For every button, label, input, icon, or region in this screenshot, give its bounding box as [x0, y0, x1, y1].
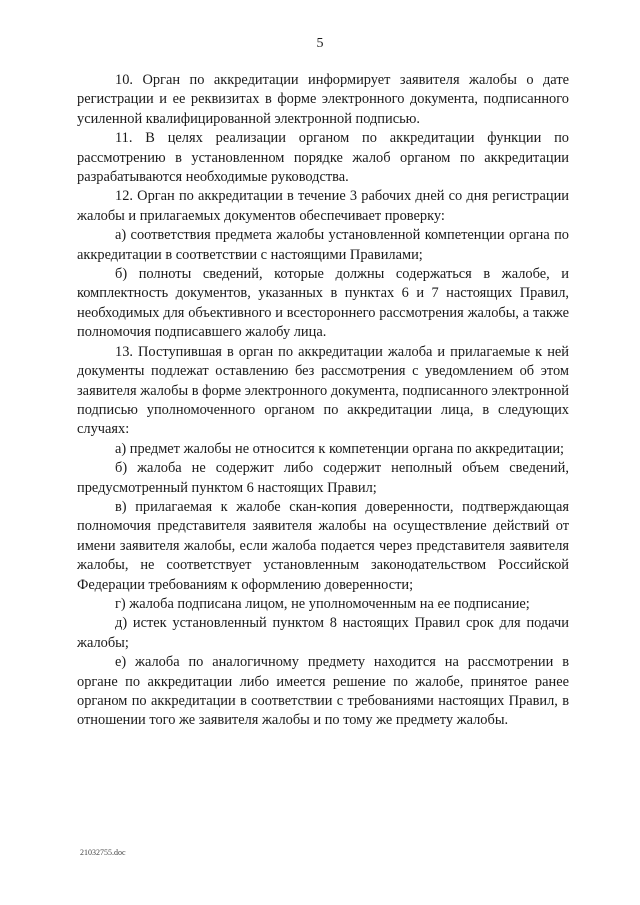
paragraph-13-item-v: в) прилагаемая к жалобе скан-копия доверенности, подтверждающая полномочия представителя заявителя жалобы на осуществление действий от имени заявителя жалобы, если жалоба подается через представителя заявителя жалобы, не соответствует установленным законодательством Российской Федерации требованиям к оформлению доверенности;	[77, 498, 569, 593]
document-body	[77, 71, 569, 731]
paragraph-13-item-b: б) жалоба не содержит либо содержит неполный объем сведений, предусмотренный пунктом 6 настоящих Правил;	[77, 460, 569, 496]
paragraph-10: 10. Орган по аккредитации информирует заявителя жалобы о дате регистрации и ее реквизитах в форме электронного документа, подписанного усиленной квалифицированной электронной подписью.	[77, 72, 569, 127]
footer-file-code: 21032755.doc	[80, 848, 126, 857]
paragraph-13-item-g: г) жалоба подписана лицом, не уполномоченным на ее подписание;	[115, 595, 530, 612]
paragraph-12-item-a: а) соответствия предмета жалобы установленной компетенции органа по аккредитации в соответствии с настоящими Правилами;	[77, 227, 569, 263]
paragraph-13: 13. Поступившая в орган по аккредитации жалоба и прилагаемые к ней документы подлежат оставлению без рассмотрения с уведомлением об этом заявителя жалобы в форме электронного документа, подписанного электронной подписью уполномоченного органом по аккредитации лица, в следующих случаях:	[77, 343, 569, 438]
paragraph-11: 11. В целях реализации органом по аккредитации функции по рассмотрению в установленном порядке жалоб органом по аккредитации разрабатываются необходимые руководства.	[77, 130, 569, 186]
page-number: 5	[316, 36, 324, 51]
paragraph-12: 12. Орган по аккредитации в течение 3 рабочих дней со дня регистрации жалобы и прилагаемых документов обеспечивает проверку:	[77, 188, 569, 224]
paragraph-12-item-b: б) полноты сведений, которые должны содержаться в жалобе, и комплектность документов, указанных в пунктах 6 и 7 настоящих Правил, необходимых для объективного и всестороннего рассмотрения жалобы, а также полномочия подписавшего жалобу лица.	[77, 266, 569, 341]
paragraph-13-item-a: а) предмет жалобы не относится к компетенции органа по аккредитации;	[115, 440, 565, 457]
paragraph-13-item-e: е) жалоба по аналогичному предмету находится на рассмотрении в органе по аккредитации либо имеется решение по жалобе, принятое ранее органом по аккредитации в соответствии с требованиями настоящих Правил, в отношении того же заявителя жалобы и по тому же предмету жалобы.	[77, 654, 569, 729]
paragraph-13-item-d: д) истек установленный пунктом 8 настоящих Правил срок для подачи жалобы;	[77, 615, 569, 651]
